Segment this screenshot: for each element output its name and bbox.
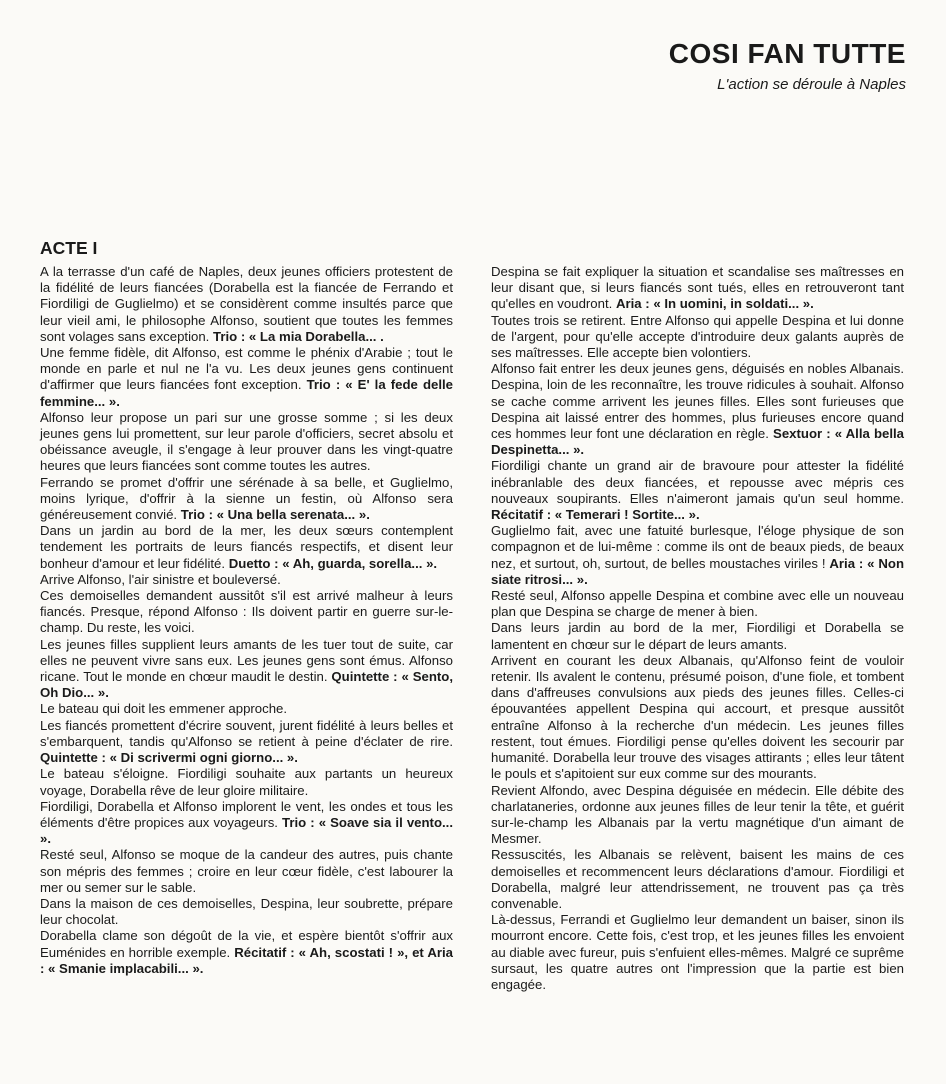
musical-number: Aria : « Non siate ritrosi... ». (491, 555, 904, 587)
paragraph (491, 653, 904, 783)
page-subtitle: L'action se déroule à Naples (717, 76, 906, 93)
paragraph-text: Dans la maison de ces demoiselles, Despina, leur soubrette, prépare leur chocolat. (40, 895, 453, 928)
musical-number: Trio : « E' la fede delle femmine... ». (40, 377, 453, 409)
paragraph (40, 410, 453, 475)
paragraph (491, 264, 904, 313)
paragraph (491, 588, 904, 620)
left-column (40, 264, 453, 977)
paragraph-text: Là-dessus, Ferrandi et Guglielmo leur demandent un baiser, sinon ils mourront encore. Cette fois, c'est trop, et les jeunes filles les envoient au diable avec fureur, puis s'enfuient elles-mêmes. Malgré ce suprême sursaut, les quatre autres ont l'impression que la partie est bien engagée. (491, 912, 904, 992)
paragraph-text: Dorabella clame son dégoût de la vie, et espère bientôt s'offrir aux Euménides en horrible exemple. (40, 928, 453, 960)
paragraph (40, 264, 453, 345)
paragraph (40, 928, 453, 977)
paragraph-text: Le bateau qui doit les emmener approche. (40, 701, 288, 717)
musical-number: Aria : « In uomini, in soldati... ». (615, 296, 814, 312)
paragraph-text: Fiordiligi, Dorabella et Alfonso implorent le vent, les ondes et tous les éléments d'être propices aux voyageurs. (40, 798, 453, 830)
paragraph (491, 458, 904, 523)
paragraph-text: Guglielmo fait, avec une fatuité burlesque, l'éloge physique de son compagnon et de lui-même : comme ils ont de beaux pieds, de beaux nez, et surtout, oh, surtout, de belles moustaches viriles ! (491, 523, 904, 571)
paragraph (40, 896, 453, 928)
musical-number: Duetto : « Ah, guarda, sorella... ». (228, 555, 438, 571)
paragraph-text: A la terrasse d'un café de Naples, deux jeunes officiers protestent de la fidélité de leurs fiancées (Dorabella est la fiancée de Ferrando et Fiordiligi de Guglielmo) et se considèrent comme insultés parce que leur vieil ami, le philosophe Alfonso, soutient que toutes les femmes sont volages sans exception. (40, 264, 453, 344)
paragraph-text: Toutes trois se retirent. Entre Alfonso qui appelle Despina et lui donne de l'argent, pour qu'elle accepte d'introduire deux galants auprès de ses maîtresses. Elle accepte bien volontiers. (491, 312, 904, 361)
paragraph (491, 912, 904, 993)
musical-number: Trio : « Una bella serenata... ». (180, 507, 370, 523)
paragraph (40, 588, 453, 637)
paragraph-text: Ressuscités, les Albanais se relèvent, baisent les mains de ces demoiselles et recommencent leurs déclarations d'amour. Fiordiligi et Dorabella, malgré leur attendrissement, ne trouvent pas ça très convenable. (491, 847, 904, 911)
paragraph (491, 620, 904, 652)
paragraph-text: Alfonso fait entrer les deux jeunes gens, déguisés en nobles Albanais. Despina, loin de les reconnaître, les trouve ridicules à souhait. Alfonso se cache comme arrivent les jeunes filles. Elles sont furieuses que Despina ait laissé entrer des hommes, plus furieuses encore quand ces hommes leur font une déclaration en règle. (491, 361, 904, 442)
page-title: COSI FAN TUTTE (668, 38, 906, 69)
paragraph-text: Les jeunes filles supplient leurs amants de les tuer tout de suite, car elles ne peuvent vivre sans eux. Les jeunes gens sont émus. Alfonso ricane. Tout le monde en chœur maudit le destin. (40, 636, 453, 685)
paragraph-text: Dans leurs jardin au bord de la mer, Fiordiligi et Dorabella se lamentent en chœur sur le départ de leurs amants. (491, 620, 904, 652)
musical-number: Récitatif : « Temerari ! Sortite... ». (491, 507, 700, 523)
right-column (491, 264, 904, 993)
paragraph-text: Alfonso leur propose un pari sur une grosse somme ; si les deux jeunes gens lui promettent, sur leur parole d'officiers, secret absolu et obéissance aveugle, il s'engage à leur prouver dans les vingt-quatre heures que leurs fiancées sont comme toutes les autres. (40, 409, 453, 474)
paragraph-text: Une femme fidèle, dit Alfonso, est comme le phénix d'Arabie ; tout le monde en parle et nul ne l'a vu. Les deux jeunes gens continuent d'affirmer que leurs fiancées font exception. (40, 345, 453, 393)
paragraph-text: Revient Alfondo, avec Despina déguisée en médecin. Elle débite des charlataneries, ordonne aux jeunes filles de leur tenir la tête, et guérit sur-le-champ les Albanais par la vertu magnétique d'un aimant de Mesmer. (491, 782, 904, 847)
musical-number: Trio : « Soave sia il vento... ». (40, 814, 453, 847)
paragraph (491, 523, 904, 588)
paragraph (491, 313, 904, 362)
paragraph (40, 637, 453, 702)
paragraph-text: Despina se fait expliquer la situation et scandalise ses maîtresses en leur disant que, si leurs fiancés sont tués, elles en retrouveront tant qu'elles en voudront. (491, 264, 904, 312)
paragraph-text: Fiordiligi chante un grand air de bravoure pour attester la fidélité inébranlable des deux fiancées, et repousse avec mépris ces nouveaux soupirants. Elles n'aimeront jamais qu'un seul homme. (491, 458, 904, 506)
paragraph (40, 847, 453, 896)
musical-number: Sextuor : « Alla bella Despinetta... ». (491, 426, 904, 458)
paragraph (40, 718, 453, 767)
paragraph-text: Le bateau s'éloigne. Fiordiligi souhaite aux partants un heureux voyage, Dorabella rêve de leur gloire militaire. (40, 766, 453, 798)
paragraph-text: Arrive Alfonso, l'air sinistre et bouleversé. (40, 571, 281, 587)
paragraph (40, 701, 453, 717)
musical-number: Récitatif : « Ah, scostati ! », et Aria : « Smanie implacabili... ». (40, 944, 453, 976)
paragraph (40, 766, 453, 798)
page-header (669, 38, 906, 93)
paragraph (40, 523, 453, 572)
act-heading: ACTE I (40, 238, 98, 258)
paragraph-text: Ces demoiselles demandent aussitôt s'il est arrivé malheur à leurs fiancés. Presque, répond Alfonso : Ils doivent partir en guerre sur-le-champ. Du reste, les voici. (40, 588, 453, 636)
paragraph-text: Resté seul, Alfonso appelle Despina et combine avec elle un nouveau plan que Despina se charge de mener à bien. (491, 588, 904, 620)
paragraph-text: Resté seul, Alfonso se moque de la candeur des autres, puis chante son mépris des femmes ; croire en leur cœur fidèle, c'est labourer la mer ou semer sur le sable. (40, 847, 453, 895)
musical-number: Quintette : « Sento, Oh Dio... ». (40, 669, 453, 701)
paragraph (40, 572, 453, 588)
paragraph (491, 783, 904, 848)
paragraph (40, 799, 453, 848)
musical-number: Trio : « La mia Dorabella... . (213, 328, 384, 344)
paragraph (40, 475, 453, 524)
paragraph-text: Les fiancés promettent d'écrire souvent, jurent fidélité à leurs belles et s'embarquent, tandis qu'Alfonso se retient à peine d'éclater de rire. (40, 717, 453, 749)
musical-number: Quintette : « Di scrivermi ogni giorno... ». (40, 750, 298, 766)
paragraph-text: Arrivent en courant les deux Albanais, qu'Alfonso feint de vouloir retenir. Ils avalent le contenu, présumé poison, d'une fiole, et tombent dans d'affreuses convulsions aux pieds des jeunes filles. Celles-ci épouvantées appellent Despina qui accourt, et presque aussitôt entraîne Alfonso à la recherche d'un médecin. Les jeunes filles restent, tout émues. Fiordiligi pense qu'elles doivent les secourir par humanité. Dorabella leur trouve des visages attirants ; elles leur tâtent le pouls et s'apitoient sur eux comme sur des mourants. (491, 652, 904, 782)
paragraph-text: Dans un jardin au bord de la mer, les deux sœurs contemplent tendement les portraits de leurs fiancés respectifs, et disent leur bonheur d'amour et leur fidélité. (40, 523, 453, 571)
paragraph (40, 345, 453, 410)
paragraph (491, 847, 904, 912)
paragraph-text: Ferrando se promet d'offrir une sérénade à sa belle, et Guglielmo, moins lyrique, d'offrir à la sienne un festin, où Alfonso sera généreusement convié. (40, 474, 453, 523)
paragraph (491, 361, 904, 458)
